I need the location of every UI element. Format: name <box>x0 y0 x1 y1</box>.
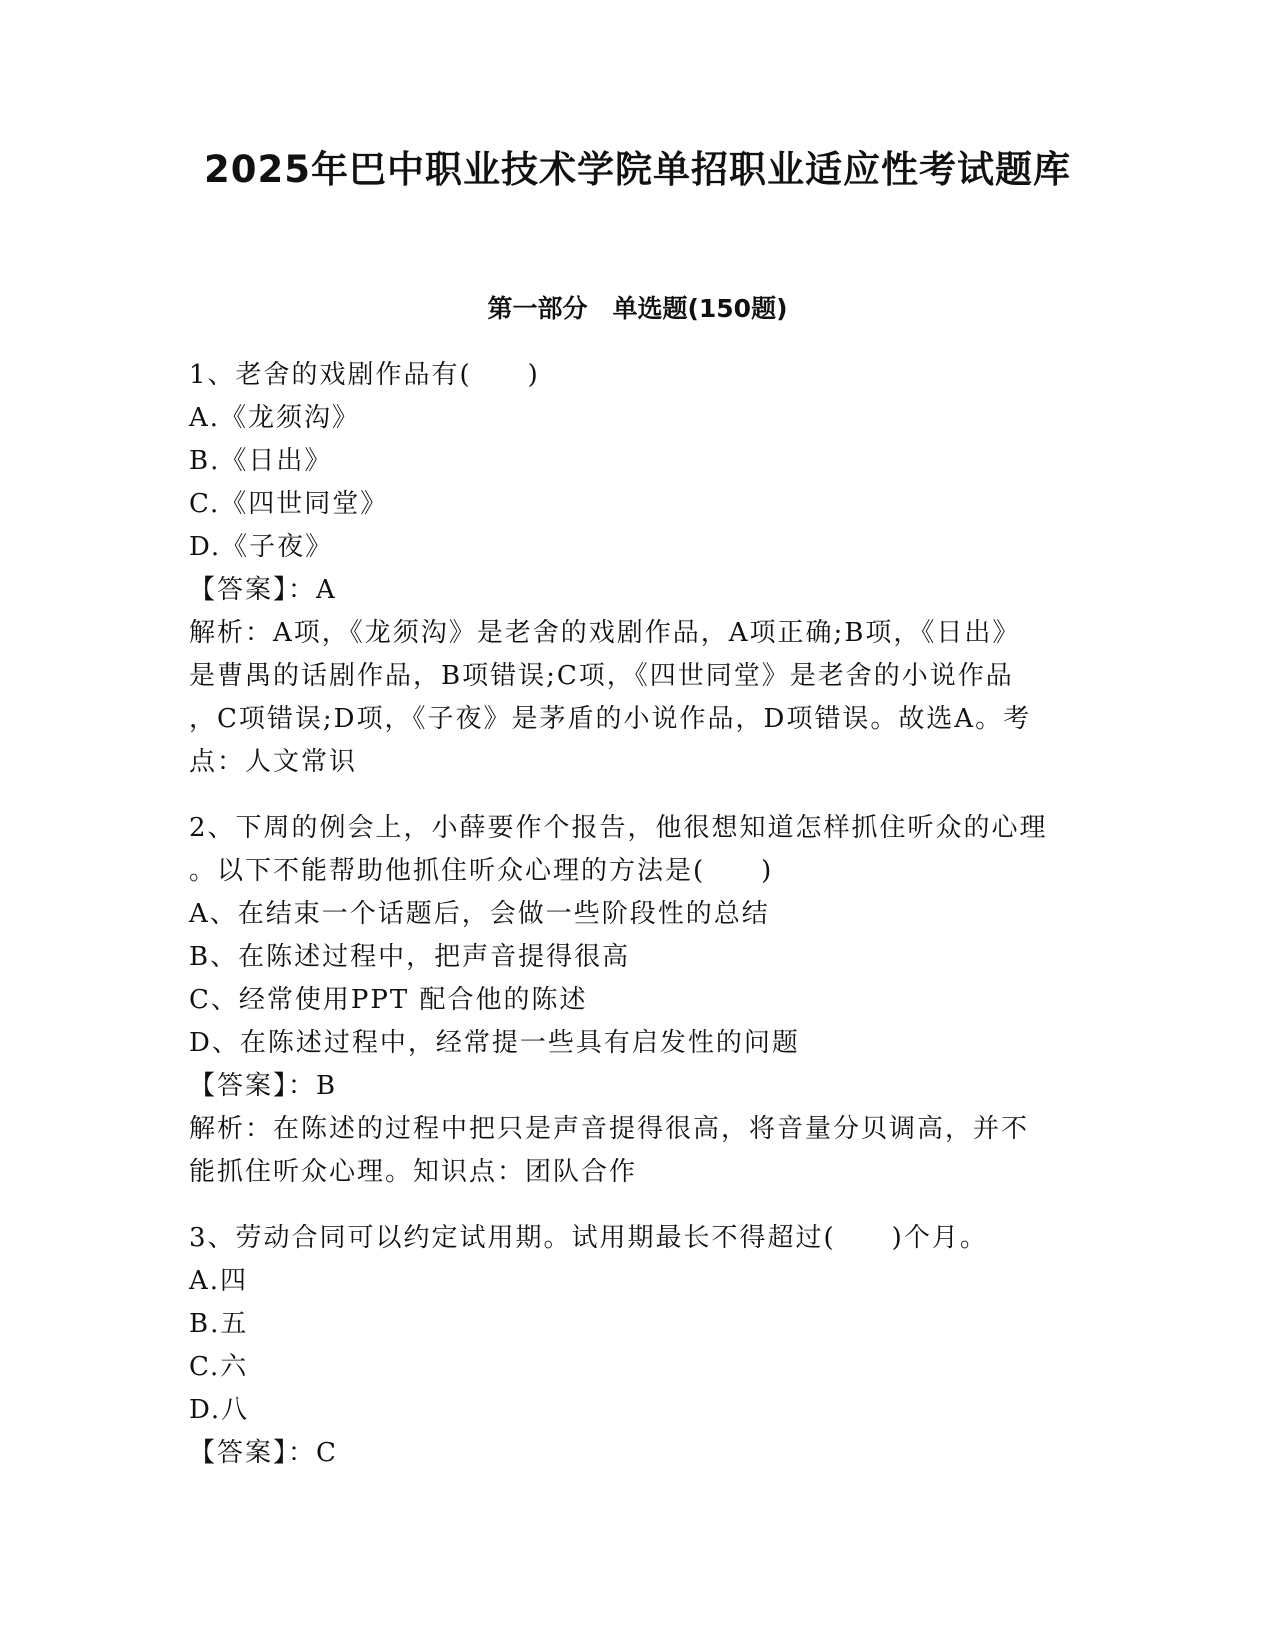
analysis-line: 点：人文常识 <box>189 747 358 777</box>
question-stem: 2、下周的例会上，小薛要作个报告，他很想知道怎样抓住听众的心理 <box>189 813 1048 843</box>
analysis-line: 是曹禺的话剧作品，B项错误;C项，《四世同堂》是老舍的小说作品 <box>189 661 1014 691</box>
analysis-line: 能抓住听众心理。知识点：团队合作 <box>189 1157 638 1187</box>
option-a: A、在结束一个话题后，会做一些阶段性的总结 <box>189 899 770 929</box>
question-3 <box>189 1217 1089 1475</box>
option-b: B.《日出》 <box>189 446 333 476</box>
option-d: D、在陈述过程中，经常提一些具有启发性的问题 <box>189 1028 800 1058</box>
answer: 【答案】：A <box>189 575 337 605</box>
section-title: 第一部分 单选题(150题) <box>487 294 788 323</box>
question-stem: 1、老舍的戏剧作品有( ) <box>189 360 540 390</box>
question-separator <box>189 784 1089 807</box>
question-1 <box>189 354 1089 784</box>
question-2 <box>189 807 1089 1194</box>
option-c: C、经常使用PPT 配合他的陈述 <box>189 985 588 1015</box>
option-b: B、在陈述过程中，把声音提得很高 <box>189 942 631 972</box>
answer: 【答案】：C <box>189 1438 338 1468</box>
option-d: D.《子夜》 <box>189 532 334 562</box>
analysis-line: ，C项错误;D项，《子夜》是茅盾的小说作品，D项错误。故选A。考 <box>189 704 1032 734</box>
analysis-line: 解析：在陈述的过程中把只是声音提得很高，将音量分贝调高，并不 <box>189 1114 1030 1144</box>
option-d: D.八 <box>189 1395 250 1425</box>
option-a: A.《龙须沟》 <box>189 403 361 433</box>
option-a: A.四 <box>189 1266 249 1296</box>
question-list <box>189 354 1089 1475</box>
question-stem: 。以下不能帮助他抓住听众心理的方法是( ) <box>189 856 774 886</box>
document-title: 2025年巴中职业技术学院单招职业适应性考试题库 <box>204 148 1071 191</box>
answer: 【答案】：B <box>189 1071 338 1101</box>
question-separator <box>189 1194 1089 1217</box>
option-b: B.五 <box>189 1309 249 1339</box>
option-c: C.六 <box>189 1352 249 1382</box>
question-stem: 3、劳动合同可以约定试用期。试用期最长不得超过( )个月。 <box>189 1223 988 1253</box>
option-c: C.《四世同堂》 <box>189 489 389 519</box>
analysis-line: 解析：A项，《龙须沟》是老舍的戏剧作品，A项正确;B项，《日出》 <box>189 618 1021 648</box>
